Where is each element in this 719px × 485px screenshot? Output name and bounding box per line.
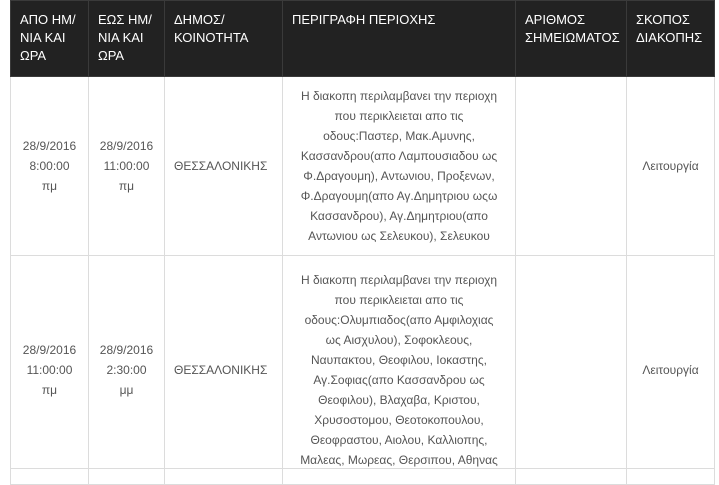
table-header-row — [11, 1, 715, 77]
cell-purpose — [627, 256, 715, 485]
cell-municipality — [165, 256, 283, 485]
header-note-number: ΑΡΙΘΜΟΣ ΣΗΜΕΙΩΜΑΤΟΣ — [516, 1, 627, 77]
cell-note-number — [516, 77, 627, 256]
header-to: ΕΩΣ ΗΜ/ ΝΙΑ ΚΑΙ ΩΡΑ — [89, 1, 165, 77]
header-municipality: ΔΗΜΟΣ/ ΚΟΙΝΟΤΗΤΑ — [165, 1, 283, 77]
cell-note-number — [516, 256, 627, 485]
purpose-text: Λειτουργία — [642, 363, 699, 377]
cell-to — [89, 77, 165, 256]
from-datetime: 28/9/2016 11:00:00 πμ — [22, 343, 77, 397]
header-from: ΑΠΟ ΗΜ/ ΝΙΑ ΚΑΙ ΩΡΑ — [11, 1, 89, 77]
table-bottom-divider — [10, 468, 714, 469]
purpose-text: Λειτουργία — [642, 159, 699, 173]
area-description-text: Η διακοπη περιλαμβανει την περιοχη που περικλειεται απο τις οδους:Παστερ, Μακ.Αμυνης, Κασσανδρου(απο Λαμπουσιαδου ως Φ.Δραγουμη), Αντωνιου, Προξενων, Φ.Δραγουμη(απο Αγ.Δημητριου ωςω Κασσανδρου), Αγ.Δημητριου(απο Αντωνιου ως Σελευκου), Σελευκου — [300, 89, 498, 243]
to-datetime: 28/9/2016 2:30:00 μμ — [99, 343, 154, 397]
power-outage-table — [10, 0, 715, 485]
cell-description — [283, 77, 516, 256]
from-datetime: 28/9/2016 8:00:00 πμ — [22, 139, 77, 193]
header-description: ΠΕΡΙΓΡΑΦΗ ΠΕΡΙΟΧΗΣ — [283, 1, 516, 77]
municipality-text: ΘΕΣΣΑΛΟΝΙΚΗΣ — [174, 159, 268, 173]
to-datetime: 28/9/2016 11:00:00 πμ — [99, 139, 154, 193]
cell-municipality — [165, 77, 283, 256]
cell-to — [89, 256, 165, 485]
cell-purpose — [627, 77, 715, 256]
area-description-text: Η διακοπη περιλαμβανει την περιοχη που περικλειεται απο τις οδους:Ολυμπιαδος(απο Αμφιλοχιας ως Αισχυλου), Σοφοκλεους, Ναυπακτου, Θεοφιλου, Ιοκαστης, Αγ.Σοφιας(απο Κασσανδρου ως Θεοφιλου), Βλαχαβα, Κριστου, Χρυσοστομου, Θεοτοκοπουλου, Θεοφραστου, Αιολου, Καλλιοπης, Μαλεας, Μωρεας, Θερσιπου, Αθηνας — [300, 273, 498, 467]
municipality-text: ΘΕΣΣΑΛΟΝΙΚΗΣ — [174, 363, 268, 377]
table-row — [11, 256, 715, 485]
table-row — [11, 77, 715, 256]
cell-from — [11, 77, 89, 256]
cell-from — [11, 256, 89, 485]
header-purpose: ΣΚΟΠΟΣ ΔΙΑΚΟΠΗΣ — [627, 1, 715, 77]
cell-description — [283, 256, 516, 485]
